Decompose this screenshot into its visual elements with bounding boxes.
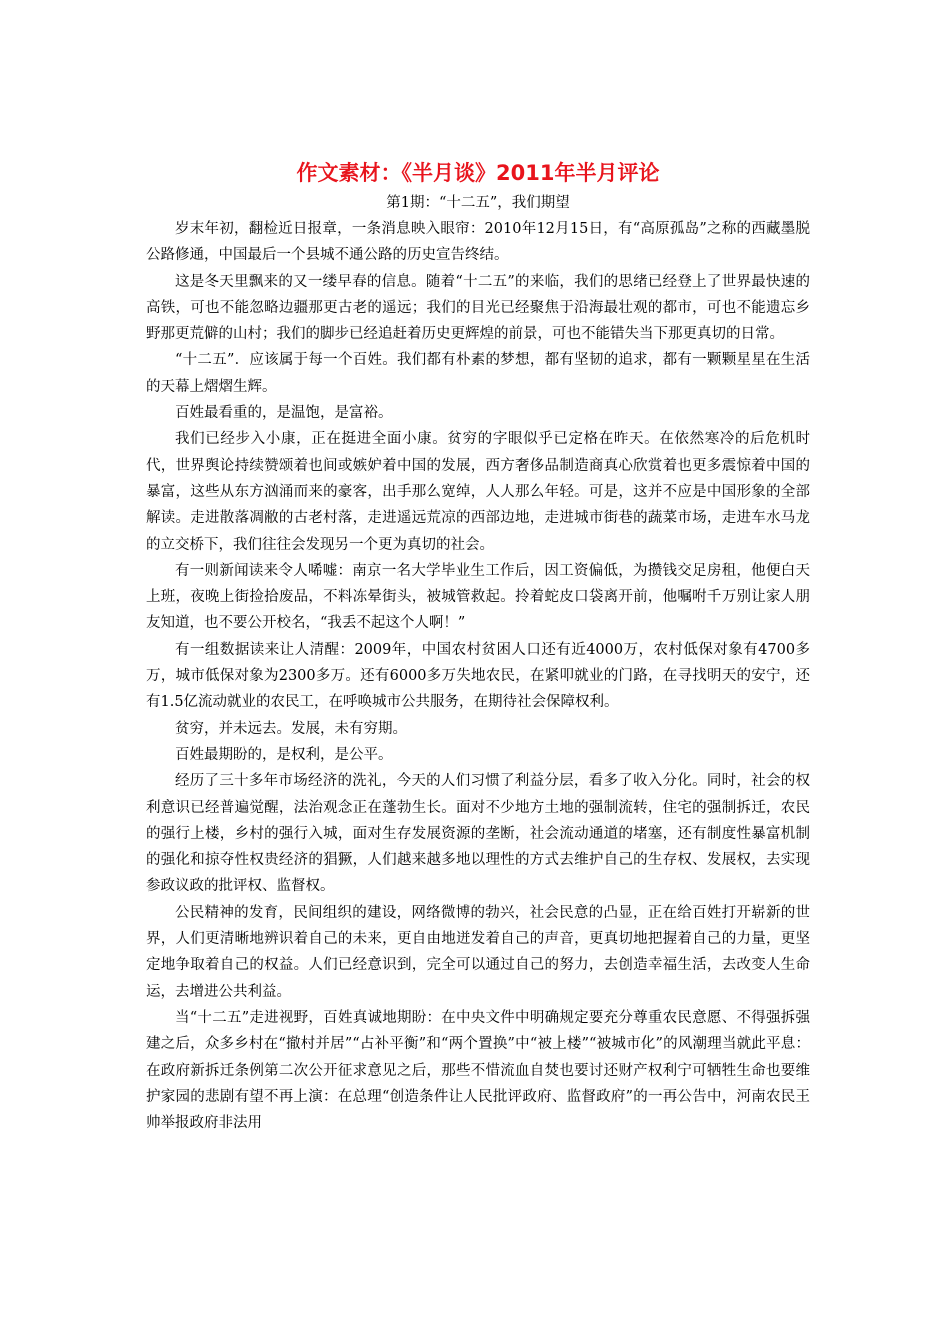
document-subtitle: 第1期：“十二五”，我们期望 [386, 195, 570, 211]
document-page [146, 158, 810, 1136]
paragraph-12: 当“十二五”走进视野，百姓真诚地期盼：在中央文件中明确规定要充分尊重农民意愿、不得强拆强建之后，众多乡村在“撤村并居”“占补平衡”和“两个置换”中“被上楼”“被城市化”的风潮理当就此平息：在政府新拆迁条例第二次公开征求意见之后，那些不惜流血自焚也要讨还财产权利宁可牺牲生命也要维护家园的悲剧有望不再上演：在总理“创造条件让人民批评政府、监督政府”的一再公告中，河南农民王帅举报政府非法用 [146, 1009, 810, 1132]
paragraph-6: 有一则新闻读来令人唏嘘：南京一名大学毕业生工作后，因工资偏低，为攒钱交足房租，他便白天上班，夜晚上街捡拾废品，不料冻晕街头，被城管救起。拎着蛇皮口袋离开前，他嘱咐千万别让家人朋友知道，也不要公开校名，“我丢不起这个人啊！” [146, 562, 810, 632]
paragraph-2: 这是冬天里飘来的又一缕早春的信息。随着“十二五”的来临，我们的思绪已经登上了世界最快速的高铁，可也不能忽略边疆那更古老的遥远；我们的目光已经聚焦于沿海最壮观的都市，可也不能遗忘乡野那更荒僻的山村；我们的脚步已经追赶着历史更辉煌的前景，可也不能错失当下那更真切的日常。 [146, 273, 810, 343]
paragraph-4: 百姓最看重的，是温饱，是富裕。 [175, 405, 393, 422]
paragraph-10: 经历了三十多年市场经济的洗礼，今天的人们习惯了利益分层，看多了收入分化。同时，社会的权利意识已经普遍觉醒，法治观念正在蓬勃生长。面对不少地方土地的强制流转，住宅的强制拆迁，农民的强行上楼，乡村的强行入城，面对生存发展资源的垄断，社会流动通道的堵塞，还有制度性暴富机制的强化和掠夺性权贵经济的猖獗，人们越来越多地以理性的方式去维护自己的生存权、发展权，去实现参政议政的批评权、监督权。 [146, 773, 810, 895]
paragraph-9: 百姓最期盼的，是权利，是公平。 [175, 746, 393, 763]
paragraph-11: 公民精神的发育，民间组织的建设，网络微博的勃兴，社会民意的凸显，正在给百姓打开崭新的世界，人们更清晰地辨识着自己的未来，更自由地迸发着自己的声音，更真切地把握着自己的力量，更坚定地争取着自己的权益。人们已经意识到，完全可以通过自己的努力，去创造幸福生活，去改变人生命运，去增进公共利益。 [146, 904, 810, 1000]
paragraph-5: 我们已经步入小康，正在挺进全面小康。贫穷的字眼似乎已定格在昨天。在依然寒冷的后危机时代，世界舆论持续赞颂着也间或嫉妒着中国的发展，西方奢侈品制造商真心欣赏着也更多震惊着中国的暴富，这些从东方汹涌而来的豪客，出手那么宽绰，人人那么年轻。可是，这并不应是中国形象的全部解读。走进散落凋敝的古老村落，走进遥远荒凉的西部边地，走进城市街巷的蔬菜市场，走进车水马龙的立交桥下，我们往往会发现另一个更为真切的社会。 [146, 431, 810, 553]
paragraph-7: 有一组数据读来让人清醒：2009年，中国农村贫困人口还有近4000万，农村低保对象有4700多万，城市低保对象为2300多万。还有6000多万失地农民，在紧叩就业的门路，在寻找明天的安宁，还有1.5亿流动就业的农民工，在呼唤城市公共服务，在期待社会保障权利。 [146, 641, 810, 711]
paragraph-8: 贫穷，并未远去。发展，未有穷期。 [175, 720, 407, 737]
document-title: 作文素材：《半月谈》2011年半月评论 [296, 161, 660, 185]
paragraph-1: 岁末年初，翻检近日报章，一条消息映入眼帘：2010年12月15日，有“高原孤岛”之称的西藏墨脱公路修通，中国最后一个县城不通公路的历史宣告终结。 [146, 221, 810, 264]
paragraph-3: “十二五”．应该属于每一个百姓。我们都有朴素的梦想，都有坚韧的追求，都有一颗颗星星在生活的天幕上熠熠生辉。 [146, 352, 810, 395]
